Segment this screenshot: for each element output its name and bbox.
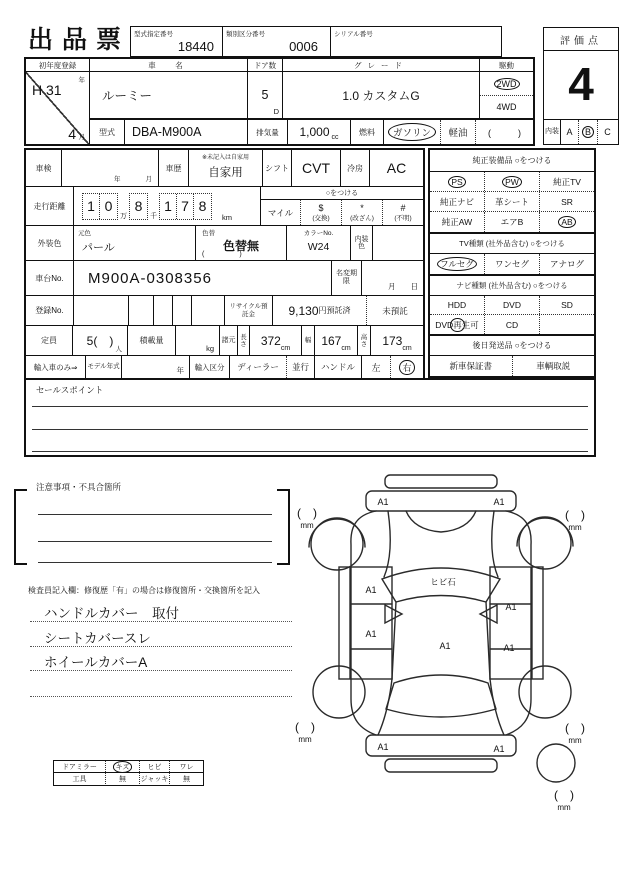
reg-no-label: 登録No.	[26, 296, 74, 325]
int-color-label: 内装色	[354, 235, 369, 250]
doors-value: 5 D	[248, 72, 283, 118]
drive-2wd: 2WD	[496, 78, 517, 89]
equip-tv: 純正TV	[553, 176, 581, 187]
score-box	[543, 27, 619, 120]
equip-ps: PS	[430, 172, 485, 191]
jack-label: ジャッキ	[140, 773, 170, 784]
a1-roof: A1	[439, 641, 451, 651]
interior-grade-b: B	[579, 120, 598, 144]
mile-option: マイル	[261, 200, 301, 225]
navi-type-header: ナビ種類 (社外品含む) ○をつける	[430, 276, 594, 296]
recycle-alt: 未預託	[382, 305, 408, 316]
tread-bracket-fr: ( )	[565, 508, 585, 522]
navi-cd: CD	[485, 315, 540, 334]
model-code-box	[130, 26, 222, 57]
interior-grade-row	[543, 119, 619, 145]
right-mirror	[480, 605, 497, 623]
caution-label: 注意事項・不具合箇所	[36, 482, 122, 492]
cooling-value: AC	[386, 160, 407, 176]
first-reg-month: 4	[68, 126, 76, 142]
rear-right-quarter-line	[506, 679, 531, 735]
mirror-tools-table	[53, 760, 204, 786]
shift-label: シフト	[263, 150, 292, 186]
first-reg-cell	[26, 72, 90, 144]
code-boxes	[130, 26, 502, 57]
cooling-label: 冷房	[341, 150, 370, 186]
import-parallel: 並行	[287, 356, 315, 378]
name-change-label: 名変期限	[336, 270, 357, 285]
jack-none: 無	[183, 775, 190, 783]
a1-left-fender: A1	[365, 585, 377, 595]
handle-label: ハンドル	[315, 356, 362, 378]
reg-blank-4	[173, 296, 192, 325]
equipment-table	[428, 148, 596, 378]
flag-unknown: # (不明)	[394, 202, 412, 222]
dims-label: 諸元	[221, 336, 236, 344]
import-only-label: 輸入車のみ⇒	[26, 356, 86, 378]
handle-right: 右	[402, 362, 412, 373]
drive-cell	[480, 72, 533, 118]
mirror-ware: ワレ	[179, 763, 194, 771]
class-code-label: 類別区分番号	[226, 31, 265, 38]
height-label: 高さ	[360, 333, 368, 348]
capacity-value: 5( ) 人	[73, 326, 128, 355]
model-label: 型式	[90, 120, 125, 144]
car-name: ルーミー	[90, 72, 248, 118]
reg-blank-5	[192, 296, 225, 325]
color-no-cell: カラーNo. W24	[287, 226, 351, 260]
caution-line-2	[38, 541, 272, 542]
mileage-label: 走行距離	[26, 187, 74, 225]
first-reg-label: 初年度登録	[26, 59, 90, 71]
inspector-line-4	[30, 696, 292, 697]
left-mirror	[385, 605, 402, 623]
a1-front-bumper-left: A1	[377, 497, 389, 507]
serial-box	[330, 26, 502, 57]
shaken-label: 車検	[26, 150, 62, 186]
sales-line-2	[32, 429, 588, 430]
score-value: 4	[568, 57, 594, 110]
cowl-line	[406, 511, 476, 532]
chassis-label: 車台No.	[26, 261, 74, 295]
tv-oneseg: ワンセグ	[485, 254, 540, 274]
int-color-value	[373, 226, 423, 260]
tools-none: 無	[106, 773, 140, 784]
right-rocker	[532, 567, 543, 679]
interior-label: 内装	[545, 128, 559, 136]
shaken-value-cell: 年 月	[62, 150, 159, 186]
tv-analog: アナログ	[549, 259, 584, 269]
first-reg-month-unit: 月	[78, 134, 85, 141]
mm-unit-fl: mm	[300, 521, 314, 530]
interior-grade-a: A	[561, 120, 579, 144]
name-change-cell: 月 日	[388, 282, 418, 291]
class-code-box	[222, 26, 330, 57]
windshield-damage-label: ヒビ石	[430, 577, 456, 587]
spare-tire	[537, 744, 575, 782]
page-title: 出品票	[28, 26, 131, 54]
equip-navi: 純正ナビ	[430, 192, 485, 211]
navi-dvd: DVD	[485, 296, 540, 314]
displacement-value: 1,000 cc	[288, 120, 351, 144]
inspector-line-1	[30, 621, 292, 622]
inspector-line-2	[30, 646, 292, 647]
doors-label: ドア数	[248, 59, 283, 71]
inspector-line-3	[30, 670, 292, 671]
equip-sr: SR	[561, 196, 573, 207]
sales-line-3	[32, 451, 588, 452]
car-name-label: 車 名	[90, 59, 248, 71]
inspector-note: 検査員記入欄：修復歴「有」の場合は修復箇所・交換箇所を記入	[28, 586, 260, 595]
navi-sd: SD	[561, 300, 573, 310]
inspector-entry-1: ハンドルカバー 取付	[44, 606, 179, 621]
ship-warranty: 新車保証書	[430, 356, 513, 376]
mirror-kizu: キズ	[106, 761, 140, 772]
caution-line-3	[38, 562, 272, 563]
height-value: 173 cm	[382, 333, 412, 352]
model-year-cell: 年	[122, 356, 190, 378]
load-label: 積載量	[128, 326, 176, 355]
equip-aw: 純正AW	[430, 212, 485, 232]
import-type-label: 輸入区分	[190, 356, 230, 378]
caution-line-1	[38, 514, 272, 515]
a1-left-door: A1	[365, 629, 377, 639]
vehicle-table	[24, 57, 535, 146]
model-code-label: 型式指定番号	[134, 31, 173, 38]
equip-leather: 革シート	[485, 192, 540, 211]
equip-pw: PW	[485, 172, 540, 191]
mirror-hibi: ヒビ	[140, 761, 170, 772]
equip-header: 純正装備品 ○をつける	[430, 150, 594, 172]
ship-later-header: 後日発送品 ○をつける	[430, 336, 594, 356]
ext-color-label: 外装色	[26, 226, 74, 260]
grade-value: 1.0 カスタムG	[283, 72, 480, 118]
navi-dvd-play: DVD 再 生可	[430, 315, 485, 334]
left-rocker	[339, 567, 350, 679]
orig-color-cell: 元色 パール	[74, 226, 196, 260]
fuel-gasoline: ガソリン	[384, 120, 441, 144]
model-code-value: 18440	[177, 39, 214, 54]
first-reg-year: H 31	[32, 82, 62, 98]
odometer-cell: 1 0 万 8 千 1 7 8 km	[74, 187, 261, 225]
interior-grade-c: C	[604, 127, 611, 137]
tv-type-header: TV種類 (社外品含む) ○をつける	[430, 234, 594, 254]
a1-rear-bumper-right: A1	[493, 744, 505, 754]
a1-right-fender: A1	[505, 602, 517, 612]
odometer-flags: ○をつける マイル $ (交換) * (改ざん) # (不明)	[261, 187, 423, 225]
capacity-label: 定員	[26, 326, 73, 355]
rear-plate	[385, 759, 497, 772]
width-value: 167 cm	[315, 326, 358, 355]
flag-exchange: $ (交換)	[301, 200, 342, 225]
rear-left-quarter-line	[351, 679, 376, 735]
rear-pillar-right	[490, 679, 504, 735]
details-table	[24, 148, 425, 380]
ship-manual: 車輌取説	[536, 361, 571, 371]
import-dealer: ディーラー	[230, 356, 287, 378]
car-diagram	[288, 463, 626, 823]
front-plate	[385, 475, 497, 488]
mm-unit-rl: mm	[298, 735, 312, 744]
mm-unit-fr: mm	[568, 523, 582, 532]
reg-blank-2	[129, 296, 154, 325]
grade-label: グレード	[283, 59, 480, 71]
front-left-arch	[309, 519, 365, 547]
fuel-diesel: 軽油	[441, 120, 476, 144]
rear-window	[386, 675, 496, 717]
mm-unit-spare: mm	[557, 803, 571, 812]
flag-tampered: * (改ざん)	[342, 200, 383, 225]
rear-pillar-left	[378, 679, 392, 735]
drive-4wd: 4WD	[496, 102, 517, 112]
drive-label: 駆動	[499, 60, 514, 70]
displacement-label: 排気量	[248, 120, 288, 144]
a1-right-door: A1	[503, 643, 515, 653]
tread-bracket-fl: ( )	[297, 506, 317, 520]
a1-rear-bumper-left: A1	[377, 742, 389, 752]
tread-bracket-rl: ( )	[295, 720, 315, 734]
tread-bracket-rr: ( )	[565, 721, 585, 735]
sales-point-label: セールスポイント	[36, 385, 104, 395]
color-change-cell: 色替 色替無 ( )	[196, 226, 287, 260]
sales-point-box	[24, 378, 596, 457]
equip-airbag: エアB	[485, 212, 540, 232]
fuel-paren: ( )	[488, 127, 521, 138]
inspector-entry-2: シートカバースレ	[44, 631, 151, 646]
tools-label: 工具	[54, 773, 106, 784]
serial-label: シリアル番号	[334, 31, 373, 38]
chassis-value: M900A-0308356	[74, 261, 332, 295]
mm-unit-rr: mm	[568, 736, 582, 745]
model-year-label: モデル年式	[87, 363, 120, 371]
rear-right-wheel	[519, 666, 571, 718]
recycle-value: 9,130 円預託済	[273, 296, 367, 325]
car-topview-svg	[288, 463, 626, 823]
inspector-entry-3: ホイールカバーA	[44, 655, 148, 670]
history-label: 車歴	[159, 150, 189, 186]
reg-blank-3	[154, 296, 173, 325]
a1-front-bumper-right: A1	[493, 497, 505, 507]
length-label: 長さ	[240, 333, 247, 348]
history-cell: ※未記入は自家用 自家用	[189, 150, 263, 186]
score-label: 評価点	[544, 28, 618, 51]
door-mirror-label: ドアミラー	[54, 761, 106, 772]
tread-bracket-spare: ( )	[554, 788, 574, 802]
navi-hdd: HDD	[430, 296, 485, 314]
first-reg-year-unit: 年	[78, 77, 85, 84]
shift-value: CVT	[292, 150, 341, 186]
fuel-label: 燃料	[351, 120, 384, 144]
handle-left: 左	[362, 356, 391, 378]
length-value: 372 cm	[250, 326, 302, 355]
equip-abs: AB	[561, 217, 573, 227]
navi-blank	[540, 315, 594, 334]
sales-line-1	[32, 406, 588, 407]
width-label: 幅	[304, 337, 312, 344]
reg-blank-1	[74, 296, 129, 325]
tv-fullseg: フルセグ	[430, 254, 485, 274]
caution-bracket-left	[14, 489, 27, 565]
recycle-label: リサイクル預託金	[229, 302, 268, 318]
load-value: kg	[176, 326, 220, 355]
model-value: DBA-M900A	[125, 120, 248, 144]
class-code-value: 0006	[289, 39, 318, 54]
